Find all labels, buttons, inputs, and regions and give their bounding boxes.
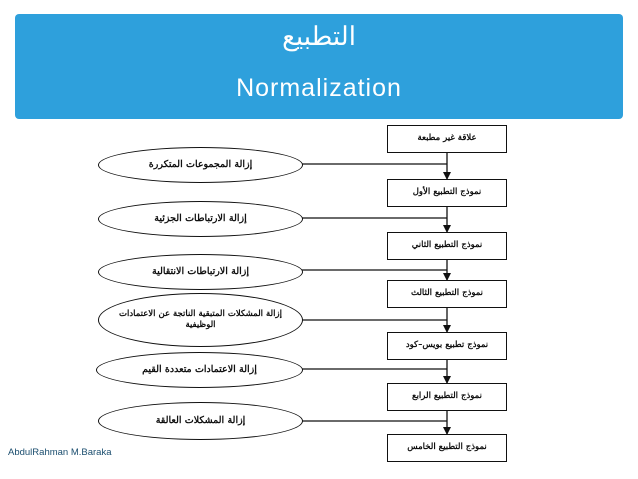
oval-remove-remaining-fd-anomalies: إزالة المشكلات المتبقية الناتجة عن الاعتمادات الوظيفية [98,293,303,347]
oval-remove-remaining-anomalies: إزالة المشكلات العالقة [98,402,303,440]
box-bcnf: نموذج تطبيع بويس–كود [387,332,507,360]
box-3nf: نموذج التطبيع الثالث [387,280,507,308]
oval-remove-repeating-groups: إزالة المجموعات المتكررة [98,147,303,183]
title-banner [15,14,623,119]
box-2nf: نموذج التطبيع الثاني [387,232,507,260]
box-unnormalized: علاقة غير مطبعة [387,125,507,153]
normalization-flow-diagram [88,122,510,464]
oval-remove-multivalued-dependencies: إزالة الاعتمادات متعددة القيم [96,352,303,388]
box-1nf: نموذج التطبيع الأول [387,179,507,207]
author-credit: AbdulRahman M.Baraka [8,447,112,458]
slide-title-arabic: التطبيع [282,22,356,52]
oval-remove-partial-dependencies: إزالة الارتباطات الجزئية [98,201,303,237]
slide-title-english: Normalization [236,74,402,102]
box-4nf: نموذج التطبيع الرابع [387,383,507,411]
box-5nf: نموذج التطبيع الخامس [387,434,507,462]
oval-remove-transitive-dependencies: إزالة الارتباطات الانتقالية [98,254,303,290]
